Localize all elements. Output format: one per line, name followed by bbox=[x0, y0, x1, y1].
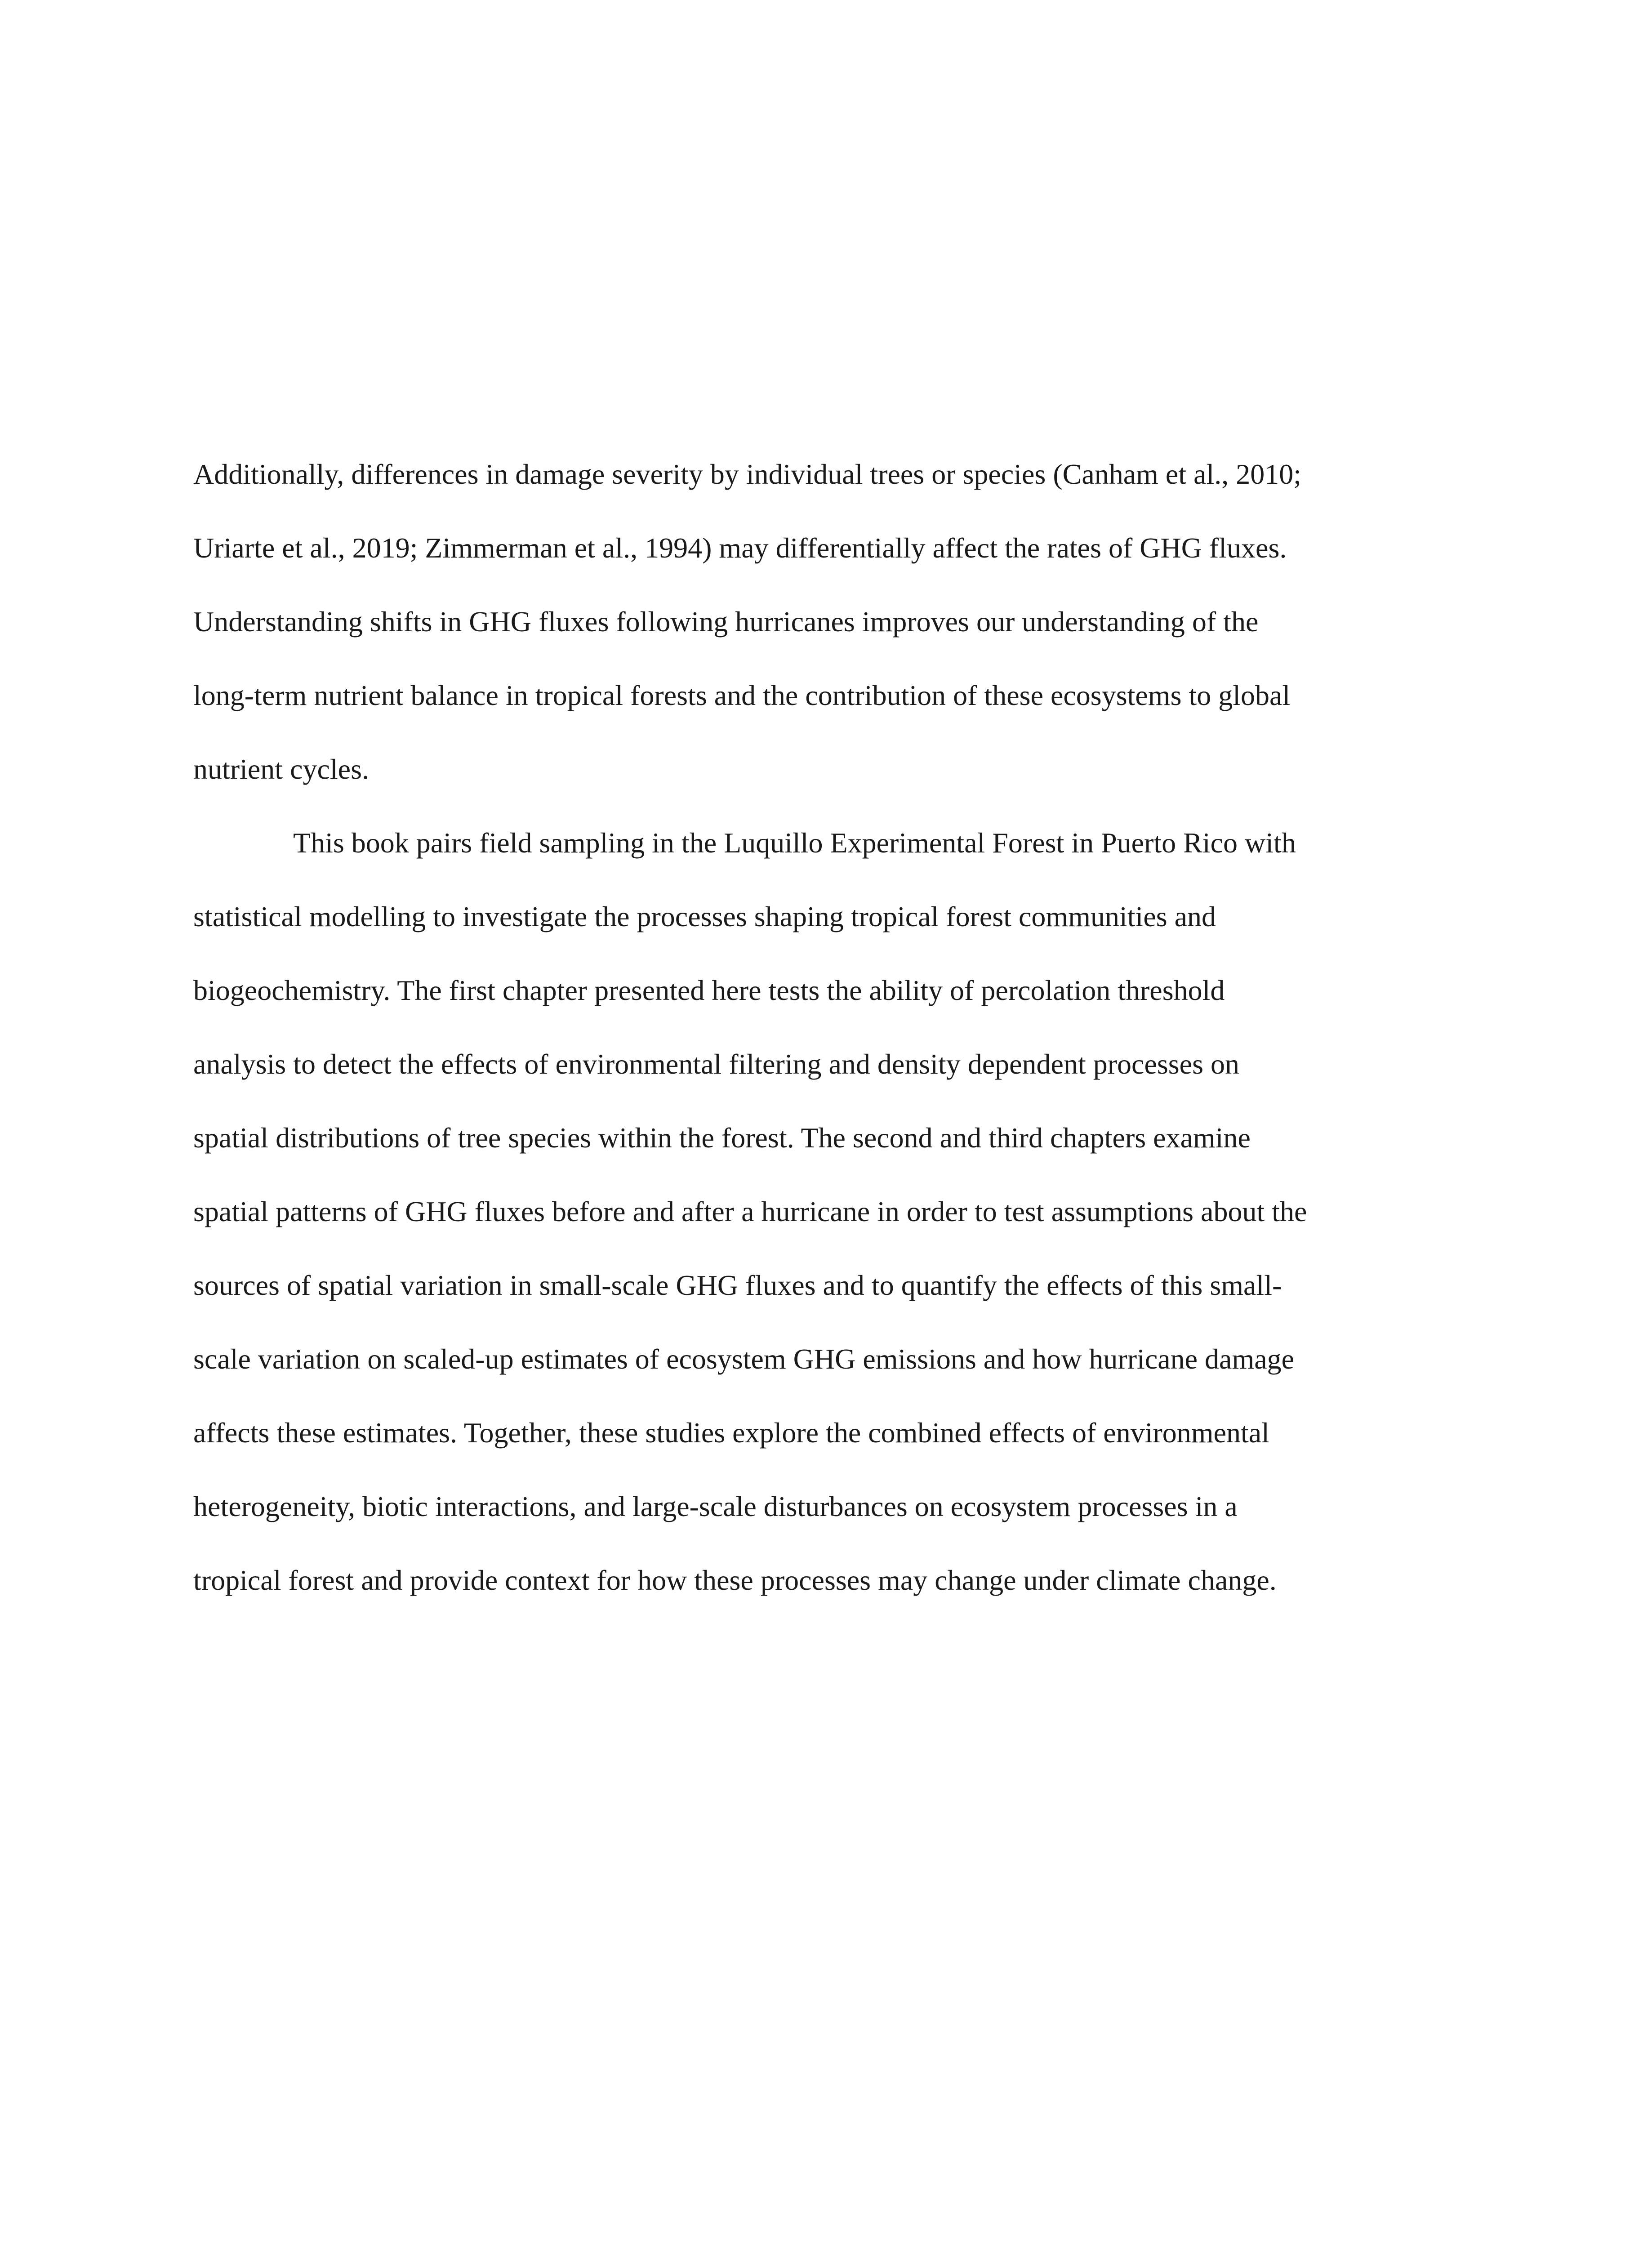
paragraph-line: Uriarte et al., 2019; Zimmerman et al., 1994) may differentially affect the rates of GHG fluxes. bbox=[193, 532, 1287, 564]
paragraph-line: Understanding shifts in GHG fluxes following hurricanes improves our understanding of the bbox=[193, 606, 1259, 638]
paragraph-line: affects these estimates. Together, these studies explore the combined effects of environmental bbox=[193, 1417, 1269, 1449]
paragraph-line: statistical modelling to investigate the processes shaping tropical forest communities and bbox=[193, 901, 1216, 932]
paragraph-1 bbox=[193, 454, 1470, 823]
paragraph-line: long-term nutrient balance in tropical forests and the contribution of these ecosystems to global bbox=[193, 679, 1291, 711]
paragraph-line: spatial patterns of GHG fluxes before and after a hurricane in order to test assumptions about the bbox=[193, 1195, 1307, 1227]
paragraph-line: spatial distributions of tree species within the forest. The second and third chapters examine bbox=[193, 1122, 1251, 1154]
paragraph-line: nutrient cycles. bbox=[193, 753, 369, 785]
paragraph-line: scale variation on scaled-up estimates of ecosystem GHG emissions and how hurricane damage bbox=[193, 1343, 1295, 1375]
paragraph-line: analysis to detect the effects of environmental filtering and density dependent processes on bbox=[193, 1048, 1239, 1080]
paragraph-line: sources of spatial variation in small-scale GHG fluxes and to quantify the effects of this small- bbox=[193, 1269, 1282, 1301]
paragraph-line: tropical forest and provide context for how these processes may change under climate change. bbox=[193, 1564, 1277, 1596]
body-text bbox=[193, 454, 1470, 1634]
paragraph-line: Additionally, differences in damage severity by individual trees or species (Canham et al., 2010; bbox=[193, 458, 1302, 490]
paragraph-line: biogeochemistry. The first chapter presented here tests the ability of percolation threshold bbox=[193, 974, 1225, 1006]
paragraph-line: This book pairs field sampling in the Luquillo Experimental Forest in Puerto Rico with bbox=[293, 827, 1296, 859]
paragraph-line: heterogeneity, biotic interactions, and large-scale disturbances on ecosystem processes in a bbox=[193, 1490, 1238, 1522]
paragraph-2 bbox=[193, 823, 1470, 1634]
